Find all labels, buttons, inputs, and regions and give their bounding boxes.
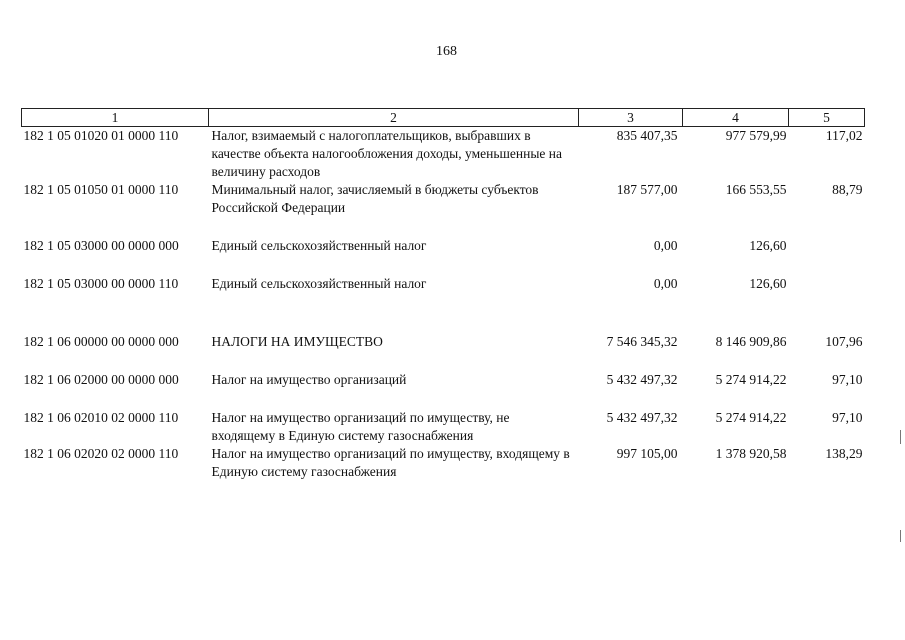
row-col5: 117,02: [825, 128, 863, 143]
table-row: [22, 275, 865, 293]
row-col5: 138,29: [825, 446, 863, 461]
row-col3: 0,00: [653, 238, 678, 253]
row-code: 182 1 05 01020 01 0000 110: [23, 128, 179, 143]
row-name: Минимальный налог, зачисляемый в бюджеты субъектов Российской Федерации: [211, 182, 539, 215]
row-col4: 977 579,99: [725, 128, 787, 143]
row-col4: 126,60: [749, 238, 787, 253]
row-spacer: [22, 351, 865, 371]
row-col4: 5 274 914,22: [715, 372, 787, 387]
row-col5: [789, 275, 865, 293]
row-col3: 835 407,35: [616, 128, 678, 143]
row-col5: [789, 237, 865, 255]
row-code: 182 1 05 03000 00 0000 000: [23, 238, 179, 253]
header-col-5: 5: [789, 109, 865, 127]
row-col3: 0,00: [653, 276, 678, 291]
row-spacer: [22, 217, 865, 237]
row-col5: 97,10: [832, 410, 863, 425]
row-code: 182 1 06 02000 00 0000 000: [23, 372, 179, 387]
row-spacer: [22, 255, 865, 275]
row-col4: 5 274 914,22: [715, 410, 787, 425]
row-spacer: [22, 389, 865, 409]
row-name: НАЛОГИ НА ИМУЩЕСТВО: [211, 334, 383, 349]
row-code: 182 1 06 00000 00 0000 000: [23, 334, 179, 349]
page-number: 168: [436, 44, 457, 59]
row-name: Налог на имущество организаций по имуществу, входящему в Единую систему газоснабжения: [211, 446, 570, 479]
row-col4: 166 553,55: [725, 182, 787, 197]
row-col3: 997 105,00: [616, 446, 678, 461]
row-col5: 97,10: [832, 372, 863, 387]
row-name: Единый сельскохозяйственный налог: [211, 276, 427, 291]
header-row: [22, 109, 865, 127]
budget-revenue-table: [21, 108, 865, 481]
table-row: [22, 371, 865, 389]
table-row: [22, 445, 865, 481]
row-code: 182 1 05 01050 01 0000 110: [23, 182, 179, 197]
row-spacer: [22, 293, 865, 333]
table-row: [22, 181, 865, 217]
row-col5: 107,96: [825, 334, 863, 349]
row-col3: 5 432 497,32: [606, 410, 678, 425]
row-code: 182 1 06 02020 02 0000 110: [23, 446, 179, 461]
row-col4: 1 378 920,58: [715, 446, 787, 461]
header-col-1: 1: [22, 109, 209, 127]
table-row: [22, 237, 865, 255]
row-col3: 187 577,00: [616, 182, 678, 197]
row-col4: 126,60: [749, 276, 787, 291]
row-name: Налог, взимаемый с налогоплательщиков, выбравших в качестве объекта налогообложения доходы, уменьшенные на величину расходов: [211, 128, 562, 179]
table-body: [22, 127, 865, 482]
header-col-4: 4: [683, 109, 789, 127]
scan-edge-mark: [900, 530, 901, 542]
table-row: [22, 333, 865, 351]
row-code: 182 1 06 02010 02 0000 110: [23, 410, 179, 425]
row-name: Налог на имущество организаций: [211, 372, 407, 387]
table-row: [22, 409, 865, 445]
row-code: 182 1 05 03000 00 0000 110: [23, 276, 179, 291]
row-col3: 7 546 345,32: [606, 334, 678, 349]
table-row: [22, 127, 865, 182]
row-col3: 5 432 497,32: [606, 372, 678, 387]
row-name: Единый сельскохозяйственный налог: [211, 238, 427, 253]
row-name: Налог на имущество организаций по имуществу, не входящему в Единую систему газоснабжения: [211, 410, 510, 443]
header-col-2: 2: [209, 109, 579, 127]
header-col-3: 3: [579, 109, 683, 127]
table-header: [22, 109, 865, 127]
row-col4: 8 146 909,86: [715, 334, 787, 349]
row-col5: 88,79: [832, 182, 863, 197]
scan-edge-mark: [900, 430, 901, 444]
